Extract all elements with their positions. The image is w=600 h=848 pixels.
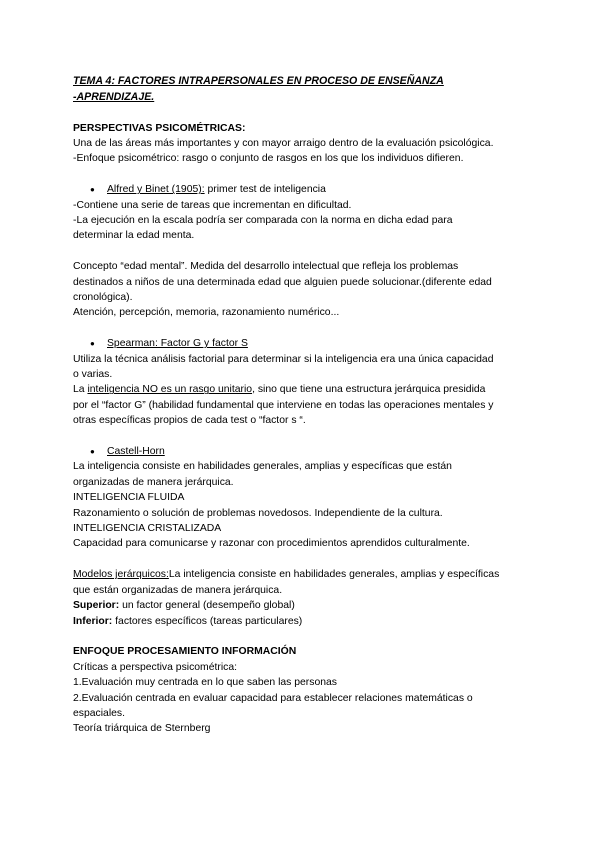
paragraph-line bbox=[73, 598, 533, 613]
text-span: La inteligencia consiste en habilidades generales, amplias y específicas bbox=[168, 569, 500, 581]
bullet-spearman-title: Spearman: Factor G y factor S bbox=[107, 338, 248, 350]
text-span: un factor general (desempeño global) bbox=[119, 600, 295, 612]
heading-procesamiento: ENFOQUE PROCESAMIENTO INFORMACIÓN bbox=[73, 646, 297, 658]
heading-perspectivas: PERSPECTIVAS PSICOMÉTRICAS: bbox=[73, 122, 246, 134]
paragraph-line: destinados a niños de una determinada edad que alguien puede solucionar.(diferente edad bbox=[73, 276, 492, 288]
paragraph-line: 1.Evaluación muy centrada en lo que saben las personas bbox=[73, 677, 337, 689]
paragraph-line: otras específicas propios de cada test o “factor s “. bbox=[73, 415, 306, 427]
bullet-cattell bbox=[73, 444, 533, 459]
paragraph-line: cronológica). bbox=[73, 292, 133, 304]
label-fluida: INTELIGENCIA FLUIDA bbox=[73, 492, 185, 504]
title-line-2: -APRENDIZAJE. bbox=[73, 90, 155, 103]
bullet-cattell-title: Castell-Horn bbox=[107, 446, 165, 458]
bullet-spearman bbox=[73, 336, 533, 351]
underlined-text: Modelos jerárquicos: bbox=[73, 569, 169, 581]
title-line-1: TEMA 4: FACTORES INTRAPERSONALES EN PROCESO DE ENSEÑANZA bbox=[73, 75, 444, 87]
paragraph-line: Razonamiento o solución de problemas novedosos. Independiente de la cultura. bbox=[73, 507, 443, 519]
paragraph-line: -La ejecución en la escala podría ser comparada con la norma en dicha edad para bbox=[73, 215, 453, 226]
paragraph-line: espaciales. bbox=[73, 707, 125, 719]
paragraph-line: Atención, percepción, memoria, razonamiento numérico... bbox=[73, 307, 340, 319]
paragraph-line: o varias. bbox=[73, 369, 113, 381]
paragraph-line: determinar la edad menta. bbox=[73, 230, 195, 242]
bold-text: Superior: bbox=[73, 600, 120, 612]
bullet-binet-rest: primer test de inteligencia bbox=[204, 184, 326, 196]
bold-text: Inferior: bbox=[73, 615, 113, 627]
text-span: factores específicos (tareas particulares) bbox=[112, 615, 303, 627]
paragraph-line: organizadas de manera jerárquica. bbox=[73, 476, 234, 488]
text-span: , sino que tiene una estructura jerárquica presidida bbox=[252, 384, 486, 396]
paragraph-line bbox=[73, 614, 533, 629]
paragraph-line: -Contiene una serie de tareas que incrementan en dificultad. bbox=[73, 199, 352, 211]
paragraph-line: Concepto “edad mental”. Medida del desarrollo intelectual que refleja los problemas bbox=[73, 261, 459, 273]
text-span: La bbox=[73, 384, 88, 396]
label-cristalizada: INTELIGENCIA CRISTALIZADA bbox=[73, 523, 222, 535]
paragraph-line: Teoría triárquica de Sternberg bbox=[73, 723, 211, 735]
paragraph-line: Utiliza la técnica análisis factorial para determinar si la inteligencia era una única capacidad bbox=[73, 353, 494, 365]
paragraph-line: -Enfoque psicométrico: rasgo o conjunto de rasgos en los que los individuos difieren. bbox=[73, 153, 464, 165]
paragraph-line: Capacidad para comunicarse y razonar con procedimientos aprendidos culturalmente. bbox=[73, 538, 470, 550]
document-page bbox=[73, 74, 533, 737]
paragraph-line: Una de las áreas más importantes y con mayor arraigo dentro de la evaluación psicológica. bbox=[73, 137, 494, 149]
paragraph-line: que están organizadas de manera jerárquica. bbox=[73, 584, 283, 596]
bullet-binet bbox=[73, 182, 533, 197]
bullet-binet-title: Alfred y Binet (1905): bbox=[107, 184, 205, 196]
underlined-text: inteligencia NO es un rasgo unitario bbox=[87, 384, 253, 396]
paragraph-line bbox=[73, 567, 533, 582]
paragraph-line bbox=[73, 382, 533, 397]
paragraph-line: 2.Evaluación centrada en evaluar capacidad para establecer relaciones matemáticas o bbox=[73, 692, 473, 704]
paragraph-line: por el “factor G” (habilidad fundamental que interviene en todas las operaciones mentales y bbox=[73, 399, 494, 411]
paragraph-line: La inteligencia consiste en habilidades generales, amplias y específicas que están bbox=[73, 461, 452, 473]
paragraph-line: Críticas a perspectiva psicométrica: bbox=[73, 661, 237, 673]
